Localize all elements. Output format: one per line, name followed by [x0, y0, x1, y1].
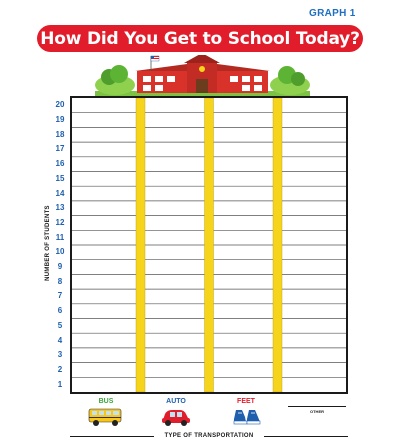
y-tick-label: 7: [57, 291, 63, 301]
y-tick-label: 2: [57, 364, 63, 374]
y-axis-label: NUMBER OF STUDENTS: [45, 205, 51, 281]
x-axis-label: TYPE OF TRANSPORTATION: [161, 433, 256, 439]
sneakers-icon: [232, 407, 262, 427]
y-tick-label: 3: [57, 350, 63, 360]
column-divider: [136, 98, 145, 392]
page-title: How Did You Get to School Today?: [40, 28, 360, 49]
category-label-auto: AUTO: [166, 398, 186, 405]
y-tick-label: 4: [57, 335, 63, 345]
y-tick-label: 10: [55, 247, 65, 257]
y-tick-label: 19: [55, 115, 65, 125]
y-tick-label: 5: [57, 320, 63, 330]
graph-label: GRAPH 1: [309, 8, 356, 19]
y-tick-label: 11: [55, 232, 65, 242]
y-tick-label: 15: [55, 173, 65, 183]
x-axis-label-row: [70, 432, 348, 440]
title-banner: [37, 25, 363, 52]
chart-grid: [70, 96, 348, 394]
category-label-bus: BUS: [98, 398, 114, 405]
y-tick-label: 18: [55, 129, 65, 139]
chart-grid-lines: [72, 98, 346, 392]
y-tick-label: 9: [57, 262, 63, 272]
y-tick-label: 8: [57, 276, 63, 286]
y-tick-label: 20: [55, 100, 65, 110]
y-tick-label: 14: [55, 188, 65, 198]
column-divider: [205, 98, 214, 392]
y-tick-label: 17: [55, 144, 65, 154]
car-icon: [160, 407, 192, 427]
other-write-in-line: [288, 406, 346, 407]
y-tick-label: 12: [55, 217, 65, 227]
y-tick-label: 16: [55, 159, 65, 169]
school-building-icon: [95, 55, 310, 97]
school-bus-icon: [88, 407, 124, 427]
column-divider: [273, 98, 282, 392]
category-label-other: OTHER: [310, 409, 324, 414]
category-label-feet: FEET: [237, 398, 255, 405]
y-tick-label: 1: [57, 379, 63, 389]
y-tick-label: 13: [55, 203, 65, 213]
y-tick-label: 6: [57, 306, 63, 316]
